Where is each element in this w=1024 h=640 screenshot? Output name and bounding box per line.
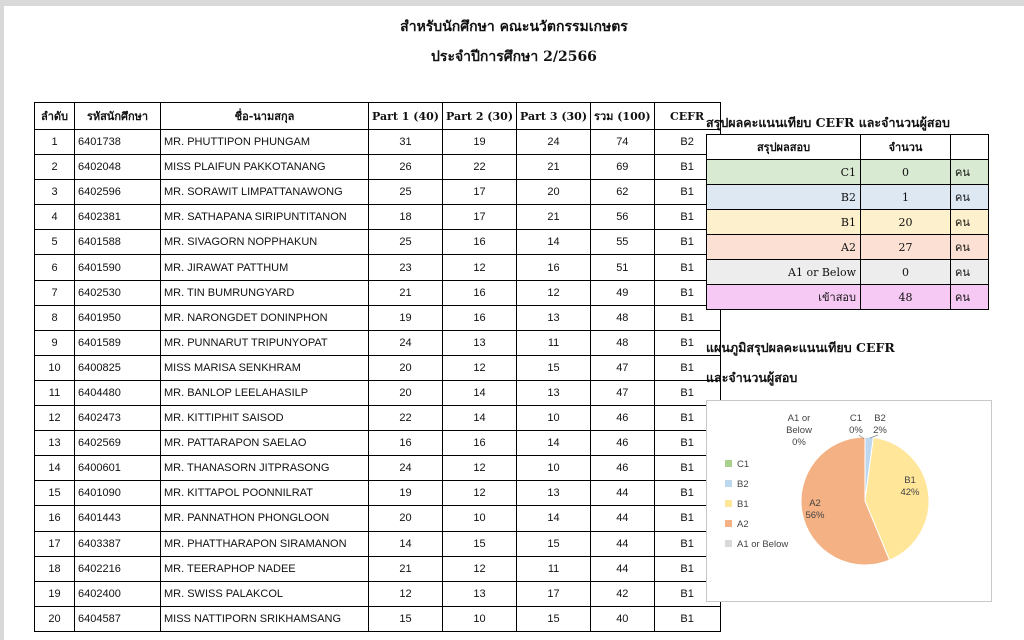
cell-cefr: B1: [654, 581, 720, 606]
data-label-a2: A2 56%: [805, 498, 825, 521]
cell-part1: 12: [369, 581, 443, 606]
summary-unit: คน: [951, 210, 989, 235]
cell-part2: 17: [443, 205, 517, 230]
cell-part3: 14: [517, 431, 591, 456]
cell-part2: 14: [443, 380, 517, 405]
cell-total: 46: [591, 431, 655, 456]
cell-index: 9: [35, 330, 75, 355]
summary-header-count: จำนวน: [861, 135, 951, 160]
cell-total: 74: [591, 130, 655, 155]
cell-name: MR. JIRAWAT PATTHUM: [161, 255, 369, 280]
scores-table: [34, 102, 721, 632]
cell-cefr: B1: [654, 255, 720, 280]
legend-swatch-b2: [725, 480, 732, 487]
summary-row: [707, 235, 989, 260]
cell-student-id: 6402569: [75, 431, 161, 456]
table-row: [35, 130, 721, 155]
cell-cefr: B1: [654, 481, 720, 506]
cell-student-id: 6402381: [75, 205, 161, 230]
summary-level: B1: [707, 210, 861, 235]
cell-total: 40: [591, 606, 655, 631]
chart-subtitle: และจำนวนผู้สอบ: [706, 370, 798, 385]
cell-index: 3: [35, 180, 75, 205]
summary-header-result: สรุปผลสอบ: [707, 135, 861, 160]
cell-name: MR. NARONGDET DONINPHON: [161, 305, 369, 330]
cell-cefr: B1: [654, 180, 720, 205]
summary-unit: คน: [951, 185, 989, 210]
cell-cefr: B1: [654, 406, 720, 431]
summary-unit: คน: [951, 160, 989, 185]
cell-cefr: B1: [654, 330, 720, 355]
cell-cefr: B1: [654, 531, 720, 556]
table-row: [35, 230, 721, 255]
cell-total: 56: [591, 205, 655, 230]
table-row: [35, 255, 721, 280]
cell-total: 55: [591, 230, 655, 255]
cell-part3: 21: [517, 155, 591, 180]
cell-part2: 10: [443, 506, 517, 531]
cell-index: 6: [35, 255, 75, 280]
cell-total: 46: [591, 456, 655, 481]
cell-index: 1: [35, 130, 75, 155]
cell-cefr: B1: [654, 606, 720, 631]
cell-index: 4: [35, 205, 75, 230]
cell-total: 62: [591, 180, 655, 205]
table-row: [35, 481, 721, 506]
cell-part3: 21: [517, 205, 591, 230]
cell-cefr: B1: [654, 556, 720, 581]
scores-header-row: [35, 103, 721, 130]
document-title: สำหรับนักศึกษา คณะนวัตกรรมเกษตร: [400, 19, 628, 35]
cell-student-id: 6401590: [75, 255, 161, 280]
header-index: ลำดับ: [35, 103, 75, 130]
header-part2: Part 2 (30): [443, 103, 517, 130]
cell-cefr: B1: [654, 355, 720, 380]
chart-title: แผนภูมิสรุปผลคะแนนเทียบ CEFR: [706, 340, 895, 355]
cell-index: 19: [35, 581, 75, 606]
cell-cefr: B1: [654, 205, 720, 230]
pie-chart: [706, 400, 992, 602]
table-row: [35, 606, 721, 631]
summary-count: 48: [861, 285, 951, 310]
cell-index: 5: [35, 230, 75, 255]
table-row: [35, 305, 721, 330]
document-page: [4, 6, 1024, 640]
table-row: [35, 380, 721, 405]
summary-count: 20: [861, 210, 951, 235]
cell-student-id: 6404480: [75, 380, 161, 405]
summary-row: [707, 210, 989, 235]
cell-index: 12: [35, 406, 75, 431]
cell-total: 48: [591, 330, 655, 355]
header-part3: Part 3 (30): [517, 103, 591, 130]
summary-count: 1: [861, 185, 951, 210]
summary-unit: คน: [951, 285, 989, 310]
cell-index: 2: [35, 155, 75, 180]
legend-label-b1: B1: [737, 499, 749, 510]
cell-cefr: B1: [654, 230, 720, 255]
cell-student-id: 6401090: [75, 481, 161, 506]
cell-total: 47: [591, 355, 655, 380]
cell-part1: 21: [369, 556, 443, 581]
cell-student-id: 6401589: [75, 330, 161, 355]
cell-student-id: 6401950: [75, 305, 161, 330]
data-label-c1: C1 0%: [849, 413, 863, 436]
cell-part2: 16: [443, 431, 517, 456]
cell-cefr: B1: [654, 456, 720, 481]
cell-cefr: B1: [654, 380, 720, 405]
cell-part2: 16: [443, 230, 517, 255]
cell-part3: 24: [517, 130, 591, 155]
data-label-b2: B2 2%: [873, 413, 887, 436]
cell-part3: 10: [517, 406, 591, 431]
cell-total: 49: [591, 280, 655, 305]
cell-part3: 13: [517, 305, 591, 330]
cell-part2: 16: [443, 280, 517, 305]
header-cefr: CEFR: [654, 103, 720, 130]
cell-name: MR. BANLOP LEELAHASILP: [161, 380, 369, 405]
cell-name: MR. PHATTHARAPON SIRAMANON: [161, 531, 369, 556]
legend-label-b2: B2: [737, 479, 749, 490]
cell-index: 14: [35, 456, 75, 481]
header-part1: Part 1 (40): [369, 103, 443, 130]
cell-part1: 15: [369, 606, 443, 631]
cell-part3: 12: [517, 280, 591, 305]
cell-part1: 18: [369, 205, 443, 230]
cell-index: 17: [35, 531, 75, 556]
cell-student-id: 6404587: [75, 606, 161, 631]
cell-part3: 11: [517, 556, 591, 581]
cell-part2: 13: [443, 330, 517, 355]
data-label-b1: B1 42%: [900, 475, 920, 498]
cell-part2: 10: [443, 606, 517, 631]
cell-index: 20: [35, 606, 75, 631]
cell-part2: 12: [443, 456, 517, 481]
legend-swatch-b1: [725, 500, 732, 507]
table-row: [35, 406, 721, 431]
cell-part1: 31: [369, 130, 443, 155]
cell-index: 18: [35, 556, 75, 581]
cell-student-id: 6402216: [75, 556, 161, 581]
cell-part3: 16: [517, 255, 591, 280]
cell-total: 51: [591, 255, 655, 280]
header-total: รวม (100): [591, 103, 655, 130]
cell-total: 42: [591, 581, 655, 606]
cell-part2: 22: [443, 155, 517, 180]
cell-total: 46: [591, 406, 655, 431]
cell-name: MR. SWISS PALAKCOL: [161, 581, 369, 606]
summary-level: B2: [707, 185, 861, 210]
summary-count: 0: [861, 160, 951, 185]
table-row: [35, 355, 721, 380]
summary-level: เข้าสอบ: [707, 285, 861, 310]
summary-level: A1 or Below: [707, 260, 861, 285]
cell-cefr: B2: [654, 130, 720, 155]
cell-student-id: 6402530: [75, 280, 161, 305]
legend-label-c1: C1: [737, 459, 750, 470]
cell-part2: 12: [443, 355, 517, 380]
summary-header-row: [707, 135, 989, 160]
cell-total: 44: [591, 506, 655, 531]
cell-part3: 14: [517, 506, 591, 531]
cell-total: 44: [591, 481, 655, 506]
summary-row: [707, 160, 989, 185]
cell-student-id: 6401443: [75, 506, 161, 531]
cell-part1: 21: [369, 280, 443, 305]
cell-cefr: B1: [654, 431, 720, 456]
cell-name: MR. TEERAPHOP NADEE: [161, 556, 369, 581]
cell-name: MR. PATTARAPON SAELAO: [161, 431, 369, 456]
cell-name: MISS NATTIPORN SRIKHAMSANG: [161, 606, 369, 631]
cell-cefr: B1: [654, 155, 720, 180]
legend-label-a1-or-below: A1 or Below: [737, 539, 789, 550]
summary-level: A2: [707, 235, 861, 260]
cell-part1: 19: [369, 305, 443, 330]
cell-student-id: 6401588: [75, 230, 161, 255]
cell-name: MR. KITTAPOL POONNILRAT: [161, 481, 369, 506]
cell-total: 44: [591, 556, 655, 581]
table-row: [35, 431, 721, 456]
data-label-a1-or-below: A1 or Below 0%: [786, 413, 812, 448]
summary-row: [707, 260, 989, 285]
cell-part2: 12: [443, 481, 517, 506]
cell-name: MR. THANASORN JITPRASONG: [161, 456, 369, 481]
legend-label-a2: A2: [737, 519, 749, 530]
cell-cefr: B1: [654, 280, 720, 305]
cell-part1: 16: [369, 431, 443, 456]
table-row: [35, 506, 721, 531]
table-row: [35, 205, 721, 230]
cell-part3: 17: [517, 581, 591, 606]
legend-swatch-a2: [725, 520, 732, 527]
cell-part1: 14: [369, 531, 443, 556]
cell-part3: 10: [517, 456, 591, 481]
cell-total: 48: [591, 305, 655, 330]
summary-table: [706, 134, 989, 310]
summary-unit: คน: [951, 235, 989, 260]
summary-row: [707, 285, 989, 310]
header-student-id: รหัสนักศึกษา: [75, 103, 161, 130]
table-row: [35, 556, 721, 581]
cell-student-id: 6402596: [75, 180, 161, 205]
cell-part2: 17: [443, 180, 517, 205]
summary-unit: คน: [951, 260, 989, 285]
cell-part3: 14: [517, 230, 591, 255]
cell-part1: 23: [369, 255, 443, 280]
cell-part2: 14: [443, 406, 517, 431]
table-row: [35, 330, 721, 355]
cell-student-id: 6403387: [75, 531, 161, 556]
cell-part2: 16: [443, 305, 517, 330]
cell-part2: 12: [443, 255, 517, 280]
pie-chart-svg: [707, 401, 991, 601]
cell-name: MR. SATHAPANA SIRIPUNTITANON: [161, 205, 369, 230]
cell-part2: 15: [443, 531, 517, 556]
table-row: [35, 581, 721, 606]
cell-index: 15: [35, 481, 75, 506]
cell-name: MISS MARISA SENKHRAM: [161, 355, 369, 380]
cell-part1: 25: [369, 230, 443, 255]
table-row: [35, 180, 721, 205]
summary-level: C1: [707, 160, 861, 185]
cell-part3: 15: [517, 531, 591, 556]
cell-student-id: 6400601: [75, 456, 161, 481]
table-row: [35, 456, 721, 481]
summary-row: [707, 185, 989, 210]
cell-part1: 20: [369, 355, 443, 380]
cell-name: MR. PHUTTIPON PHUNGAM: [161, 130, 369, 155]
cell-name: MR. PANNATHON PHONGLOON: [161, 506, 369, 531]
cell-part1: 24: [369, 330, 443, 355]
cell-index: 13: [35, 431, 75, 456]
cell-part1: 20: [369, 380, 443, 405]
cell-part3: 11: [517, 330, 591, 355]
summary-count: 0: [861, 260, 951, 285]
cell-part1: 25: [369, 180, 443, 205]
cell-cefr: B1: [654, 305, 720, 330]
legend-swatch-c1: [725, 460, 732, 467]
cell-name: MR. SIVAGORN NOPPHAKUN: [161, 230, 369, 255]
cell-part1: 22: [369, 406, 443, 431]
cell-total: 47: [591, 380, 655, 405]
summary-header-unit: [951, 135, 989, 160]
cell-part1: 24: [369, 456, 443, 481]
cell-index: 8: [35, 305, 75, 330]
cell-index: 10: [35, 355, 75, 380]
cell-part3: 15: [517, 606, 591, 631]
cell-part1: 26: [369, 155, 443, 180]
header-name: ชื่อ-นามสกุล: [161, 103, 369, 130]
cell-index: 11: [35, 380, 75, 405]
cell-index: 7: [35, 280, 75, 305]
cell-part3: 15: [517, 355, 591, 380]
cell-part2: 13: [443, 581, 517, 606]
cell-student-id: 6402400: [75, 581, 161, 606]
cell-part2: 12: [443, 556, 517, 581]
cell-index: 16: [35, 506, 75, 531]
cell-cefr: B1: [654, 506, 720, 531]
legend-swatch-a1-or-below: [725, 540, 732, 547]
cell-part3: 13: [517, 380, 591, 405]
cell-total: 44: [591, 531, 655, 556]
cell-name: MR. TIN BUMRUNGYARD: [161, 280, 369, 305]
summary-title: สรุปผลคะแนนเทียบ CEFR และจำนวนผู้สอบ: [706, 115, 950, 130]
cell-student-id: 6400825: [75, 355, 161, 380]
table-row: [35, 531, 721, 556]
cell-name: MISS PLAIFUN PAKKOTANANG: [161, 155, 369, 180]
cell-part2: 19: [443, 130, 517, 155]
table-row: [35, 280, 721, 305]
summary-count: 27: [861, 235, 951, 260]
table-row: [35, 155, 721, 180]
cell-part3: 20: [517, 180, 591, 205]
cell-name: MR. PUNNARUT TRIPUNYOPAT: [161, 330, 369, 355]
cell-student-id: 6402048: [75, 155, 161, 180]
cell-part3: 13: [517, 481, 591, 506]
cell-part1: 19: [369, 481, 443, 506]
cell-student-id: 6402473: [75, 406, 161, 431]
cell-student-id: 6401738: [75, 130, 161, 155]
document-subtitle: ประจำปีการศึกษา 2/2566: [431, 49, 597, 65]
cell-total: 69: [591, 155, 655, 180]
cell-name: MR. KITTIPHIT SAISOD: [161, 406, 369, 431]
cell-part1: 20: [369, 506, 443, 531]
cell-name: MR. SORAWIT LIMPATTANAWONG: [161, 180, 369, 205]
